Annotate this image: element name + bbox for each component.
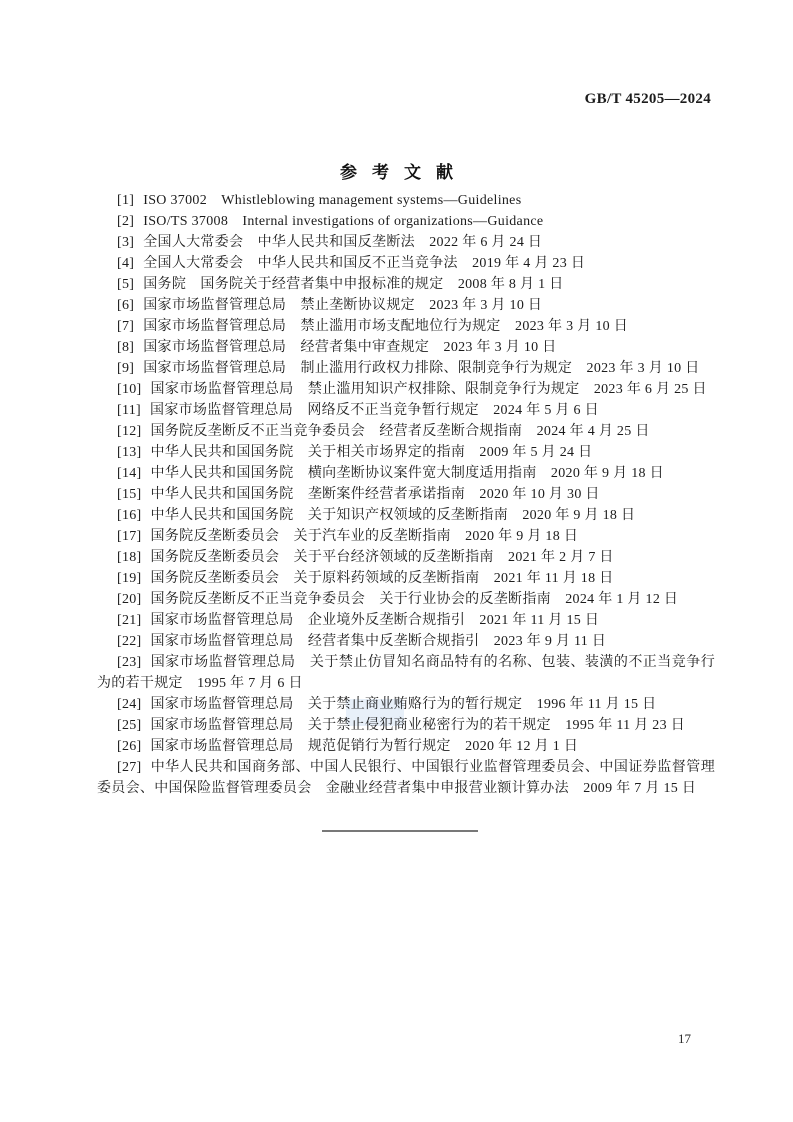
reference-label: [4]: [117, 256, 135, 271]
reference-item: [97, 379, 715, 400]
reference-item: [97, 316, 715, 337]
reference-item: [97, 484, 715, 505]
reference-text: 中华人民共和国国务院 关于相关市场界定的指南 2009 年 5 月 24 日: [150, 445, 593, 460]
reference-label: [18]: [117, 550, 142, 565]
reference-label: [6]: [117, 298, 135, 313]
reference-label: [23]: [117, 655, 142, 670]
end-of-document-rule: [322, 830, 478, 832]
reference-label: [24]: [117, 697, 142, 712]
reference-text: ISO 37002 Whistleblowing management systems—Guidelines: [143, 193, 522, 208]
reference-text: 国家市场监督管理总局 制止滥用行政权力排除、限制竞争行为规定 2023 年 3 月 10 日: [143, 361, 700, 376]
reference-label: [27]: [117, 760, 142, 775]
reference-label: [16]: [117, 508, 142, 523]
reference-item: [97, 610, 715, 631]
reference-text: 国家市场监督管理总局 关于禁止商业贿赂行为的暂行规定 1996 年 11 月 15 日: [150, 697, 657, 712]
reference-label: [13]: [117, 445, 142, 460]
reference-label: [11]: [117, 403, 142, 418]
reference-item: [97, 274, 715, 295]
reference-item: [97, 631, 715, 652]
reference-text: 中华人民共和国商务部、中国人民银行、中国银行业监督管理委员会、中国证券监督管理委员会、中国保险监督管理委员会 金融业经营者集中申报营业额计算办法 2009 年 7 月 15 日: [97, 760, 715, 796]
reference-text: 全国人大常委会 中华人民共和国反不正当竞争法 2019 年 4 月 23 日: [143, 256, 586, 271]
reference-text: 国家市场监督管理总局 关于禁止侵犯商业秘密行为的若干规定 1995 年 11 月 23 日: [150, 718, 686, 733]
reference-text: 国务院反垄断反不正当竞争委员会 经营者反垄断合规指南 2024 年 4 月 25 日: [150, 424, 650, 439]
reference-text: 国务院反垄断委员会 关于汽车业的反垄断指南 2020 年 9 月 18 日: [150, 529, 579, 544]
page-number: 17: [678, 1031, 691, 1046]
reference-item: [97, 694, 715, 715]
reference-label: [1]: [117, 193, 135, 208]
reference-text: 国家市场监督管理总局 经营者集中审查规定 2023 年 3 月 10 日: [143, 340, 557, 355]
reference-item: [97, 463, 715, 484]
reference-text: 国家市场监督管理总局 禁止滥用市场支配地位行为规定 2023 年 3 月 10 日: [143, 319, 629, 334]
standard-number-header: GB/T 45205—2024: [584, 91, 711, 107]
reference-text: 国家市场监督管理总局 关于禁止仿冒知名商品特有的名称、包装、装潢的不正当竞争行为的若干规定 1995 年 7 月 6 日: [97, 655, 715, 691]
reference-label: [8]: [117, 340, 135, 355]
reference-item: [97, 232, 715, 253]
reference-item: [97, 400, 715, 421]
reference-text: 国务院反垄断委员会 关于平台经济领域的反垄断指南 2021 年 2 月 7 日: [150, 550, 614, 565]
reference-text: 中华人民共和国国务院 垄断案件经营者承诺指南 2020 年 10 月 30 日: [150, 487, 600, 502]
reference-text: 国家市场监督管理总局 企业境外反垄断合规指引 2021 年 11 月 15 日: [150, 613, 600, 628]
reference-text: 国务院反垄断反不正当竞争委员会 关于行业协会的反垄断指南 2024 年 1 月 12 日: [150, 592, 679, 607]
reference-label: [20]: [117, 592, 142, 607]
reference-text: 中华人民共和国国务院 关于知识产权领域的反垄断指南 2020 年 9 月 18 日: [150, 508, 636, 523]
reference-item: [97, 757, 715, 799]
reference-item: [97, 736, 715, 757]
reference-list: [97, 190, 715, 799]
reference-label: [14]: [117, 466, 142, 481]
reference-text: 国务院反垄断委员会 关于原料药领域的反垄断指南 2021 年 11 月 18 日: [150, 571, 614, 586]
reference-label: [21]: [117, 613, 142, 628]
reference-item: [97, 526, 715, 547]
reference-text: 国务院 国务院关于经营者集中申报标准的规定 2008 年 8 月 1 日: [143, 277, 564, 292]
page-title: 参考文献: [340, 163, 468, 182]
reference-label: [25]: [117, 718, 142, 733]
reference-text: 国家市场监督管理总局 规范促销行为暂行规定 2020 年 12 月 1 日: [150, 739, 579, 754]
reference-label: [7]: [117, 319, 135, 334]
reference-text: 国家市场监督管理总局 禁止滥用知识产权排除、限制竞争行为规定 2023 年 6 月 25 日: [150, 382, 707, 397]
reference-item: [97, 715, 715, 736]
reference-label: [26]: [117, 739, 142, 754]
reference-label: [22]: [117, 634, 142, 649]
reference-label: [5]: [117, 277, 135, 292]
reference-item: [97, 211, 715, 232]
reference-text: ISO/TS 37008 Internal investigations of organizations—Guidance: [143, 214, 544, 229]
reference-item: [97, 568, 715, 589]
reference-label: [12]: [117, 424, 142, 439]
reference-text: 国家市场监督管理总局 禁止垄断协议规定 2023 年 3 月 10 日: [143, 298, 543, 313]
reference-item: [97, 589, 715, 610]
reference-text: 全国人大常委会 中华人民共和国反垄断法 2022 年 6 月 24 日: [143, 235, 543, 250]
reference-label: [9]: [117, 361, 135, 376]
reference-item: [97, 295, 715, 316]
reference-item: [97, 421, 715, 442]
reference-text: 国家市场监督管理总局 经营者集中反垄断合规指引 2023 年 9 月 11 日: [150, 634, 607, 649]
reference-item: [97, 337, 715, 358]
reference-item: [97, 505, 715, 526]
reference-label: [19]: [117, 571, 142, 586]
reference-item: [97, 253, 715, 274]
reference-label: [3]: [117, 235, 135, 250]
reference-item: [97, 652, 715, 694]
reference-label: [10]: [117, 382, 142, 397]
reference-label: [2]: [117, 214, 135, 229]
reference-text: 中华人民共和国国务院 横向垄断协议案件宽大制度适用指南 2020 年 9 月 18 日: [150, 466, 664, 481]
reference-label: [15]: [117, 487, 142, 502]
reference-item: [97, 190, 715, 211]
reference-text: 国家市场监督管理总局 网络反不正当竞争暂行规定 2024 年 5 月 6 日: [150, 403, 599, 418]
reference-item: [97, 358, 715, 379]
reference-item: [97, 547, 715, 568]
reference-item: [97, 442, 715, 463]
reference-label: [17]: [117, 529, 142, 544]
